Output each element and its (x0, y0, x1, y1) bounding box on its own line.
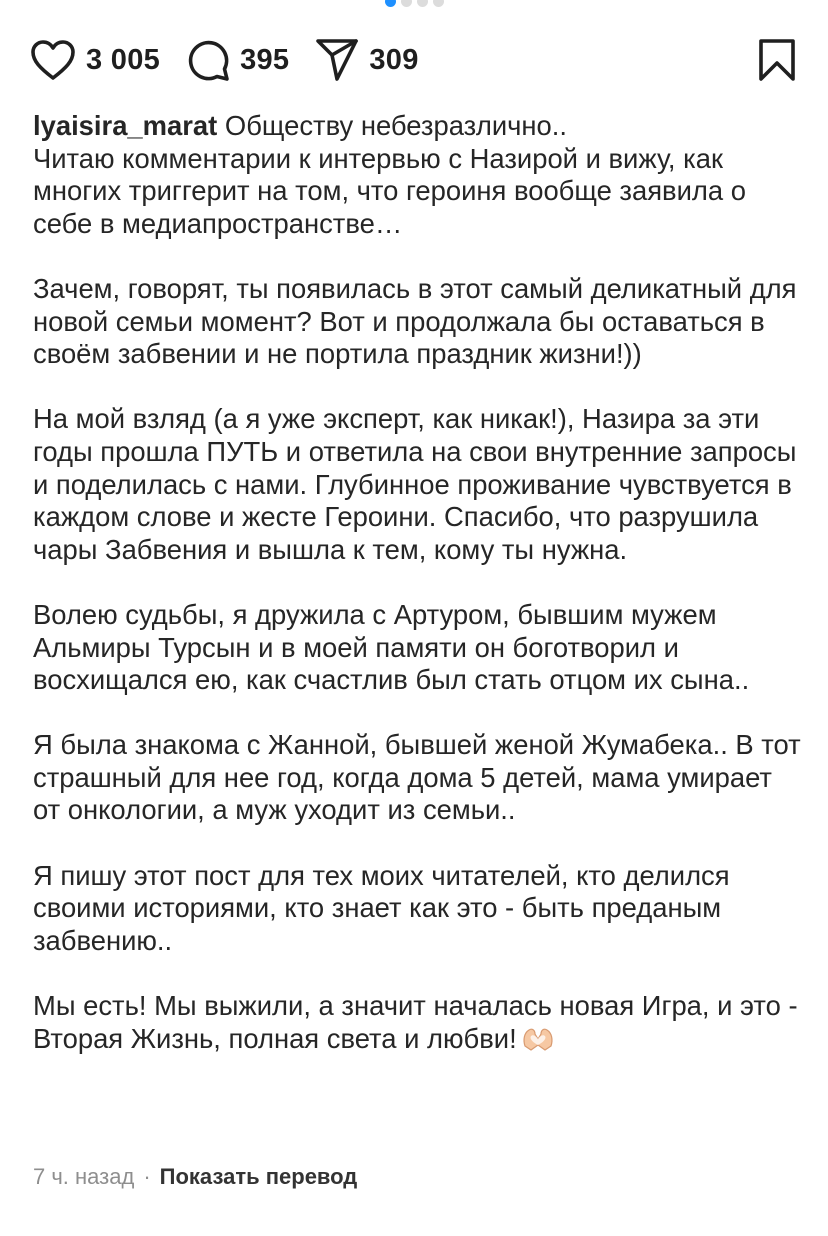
heart-hands-icon (521, 1026, 555, 1052)
post-timestamp: 7 ч. назад (33, 1164, 135, 1189)
caption-paragraph: Я была знакома с Жанной, бывшей женой Жумабека.. В тот страшный для нее год, когда дома 5 детей, мама умирает от онкологии, а муж уходит из семьи.. (33, 729, 801, 826)
author-username[interactable]: lyaisira_marat (33, 110, 218, 141)
share-button[interactable] (315, 38, 418, 82)
save-button[interactable] (758, 38, 796, 87)
bookmark-icon (758, 38, 796, 82)
caption-first-line: Обществу небезразлично.. (224, 110, 568, 141)
caption-paragraph: Зачем, говорят, ты появилась в этот самый деликатный для новой семьи момент? Вот и продолжала бы оставаться в своём забвении и не портила праздник жизни!)) (33, 272, 797, 370)
caption-paragraph: Волею судьбы, я дружила с Артуром, бывшим мужем Альмиры Турсын и в моей памяти он боготворил и восхищался ею, как счастлив был стать отцом их сына.. (33, 598, 750, 696)
caption-paragraph (33, 990, 803, 1055)
carousel-dot (433, 0, 444, 7)
shares-count: 309 (369, 43, 419, 76)
caption-text: Мы есть! Мы выжили, а значит началась новая Игра, и это - Вторая Жизнь, полная света и любви! (33, 990, 798, 1054)
show-translation-link[interactable]: Показать перевод (159, 1164, 358, 1189)
post-meta (33, 1164, 357, 1190)
heart-icon (30, 39, 76, 81)
caption-paragraph: На мой взляд (а я уже эксперт, как никак!), Назира за эти годы прошла ПУТЬ и ответила на свои внутренние запросы и поделилась с нами. Глубинное проживание чувствуется в каждом слове и жесте Героини. Спасибо, что разрушила чары Забвения и вышла к тем, кому ты нужна. (33, 403, 797, 565)
post-actions-bar (30, 34, 798, 86)
send-icon (315, 38, 359, 82)
comment-button[interactable] (186, 38, 289, 82)
comment-icon (186, 38, 230, 82)
carousel-dot (401, 0, 412, 7)
likes-count: 3 005 (86, 43, 161, 76)
meta-separator: · (143, 1164, 151, 1189)
comments-count: 395 (240, 43, 290, 76)
carousel-dot (417, 0, 428, 7)
carousel-dot-active (385, 0, 396, 7)
post-caption (33, 110, 803, 1088)
like-button[interactable] (30, 39, 160, 81)
carousel-indicator (0, 0, 828, 12)
caption-paragraph: Я пишу этот пост для тех моих читателей, кто делился своими историями, кто знает как это - быть преданым забвению.. (33, 859, 730, 956)
caption-text: Читаю комментарии к интервью с Назирой и вижу, как многих триггерит на том, что героиня вообще заявила о себе в медиапространстве… (33, 142, 746, 239)
caption-paragraph (33, 110, 803, 240)
